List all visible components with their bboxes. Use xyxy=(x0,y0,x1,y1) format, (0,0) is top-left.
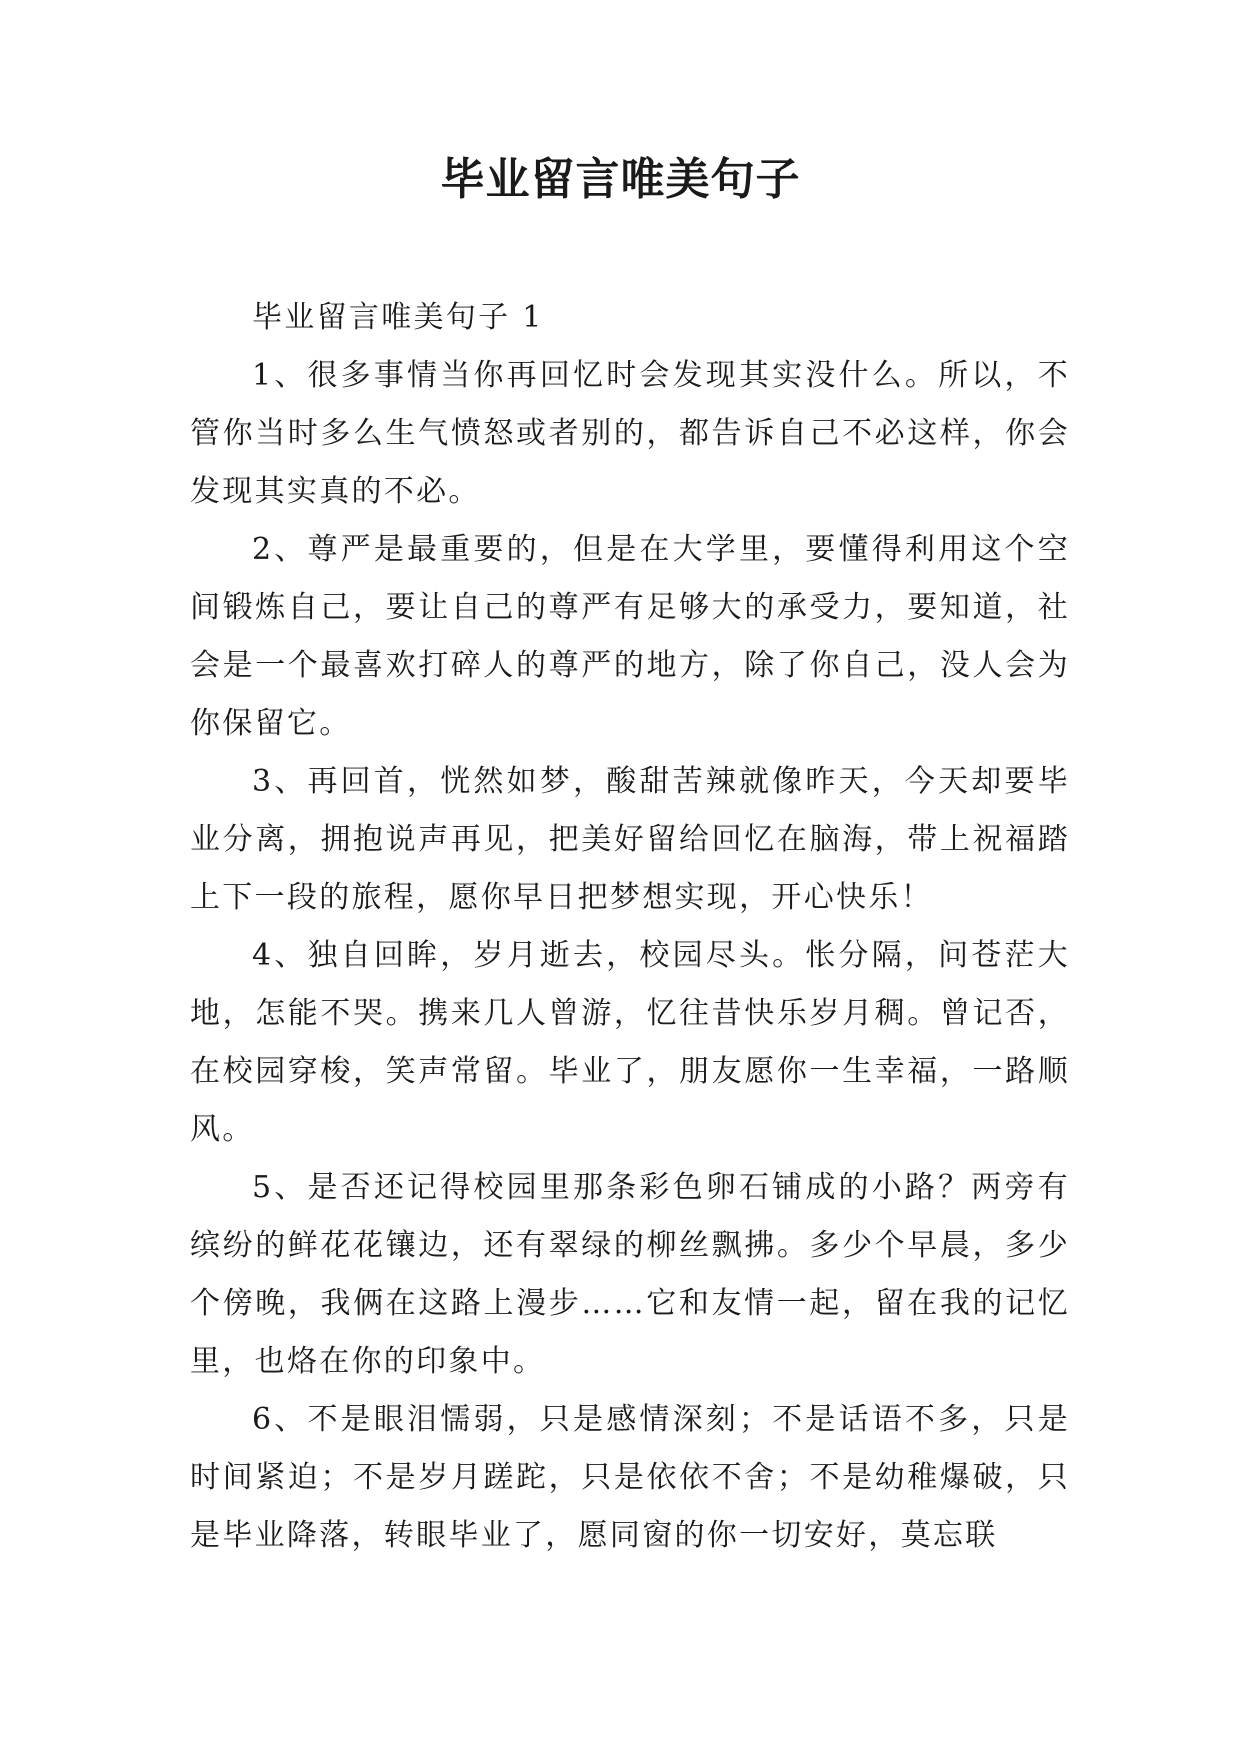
document-title: 毕业留言唯美句子 xyxy=(440,154,801,205)
section-heading: 毕业留言唯美句子 1 xyxy=(252,300,544,335)
paragraph-4: 4、独自回眸，岁月逝去，校园尽头。怅分隔，问苍茫大地，怎能不哭。携来几人曾游，忆往昔快乐岁月稠。曾记否，在校园穿梭，笑声常留。毕业了，朋友愿你一生幸福，一路顺风。 xyxy=(190,938,1070,1147)
paragraph-5: 5、是否还记得校园里那条彩色卵石铺成的小路？两旁有缤纷的鲜花花镶边，还有翠绿的柳丝飘拂。多少个早晨，多少个傍晚，我俩在这路上漫步……它和友情一起，留在我的记忆里，也烙在你的印象中。 xyxy=(190,1170,1070,1379)
paragraph-1: 1、很多事情当你再回忆时会发现其实没什么。所以，不管你当时多么生气愤怒或者别的，都告诉自己不必这样，你会发现其实真的不必。 xyxy=(190,358,1070,509)
paragraph-6: 6、不是眼泪懦弱，只是感情深刻；不是话语不多，只是时间紧迫；不是岁月蹉跎，只是依依不舍；不是幼稚爆破，只是毕业降落，转眼毕业了，愿同窗的你一切安好，莫忘联 xyxy=(190,1402,1070,1553)
paragraph-3: 3、再回首，恍然如梦，酸甜苦辣就像昨天，今天却要毕业分离，拥抱说声再见，把美好留给回忆在脑海，带上祝福踏上下一段的旅程，愿你早日把梦想实现，开心快乐！ xyxy=(190,764,1070,915)
document-body xyxy=(190,289,1070,1565)
paragraph-2: 2、尊严是最重要的，但是在大学里，要懂得利用这个空间锻炼自己，要让自己的尊严有足够大的承受力，要知道，社会是一个最喜欢打碎人的尊严的地方，除了你自己，没人会为你保留它。 xyxy=(190,532,1070,741)
